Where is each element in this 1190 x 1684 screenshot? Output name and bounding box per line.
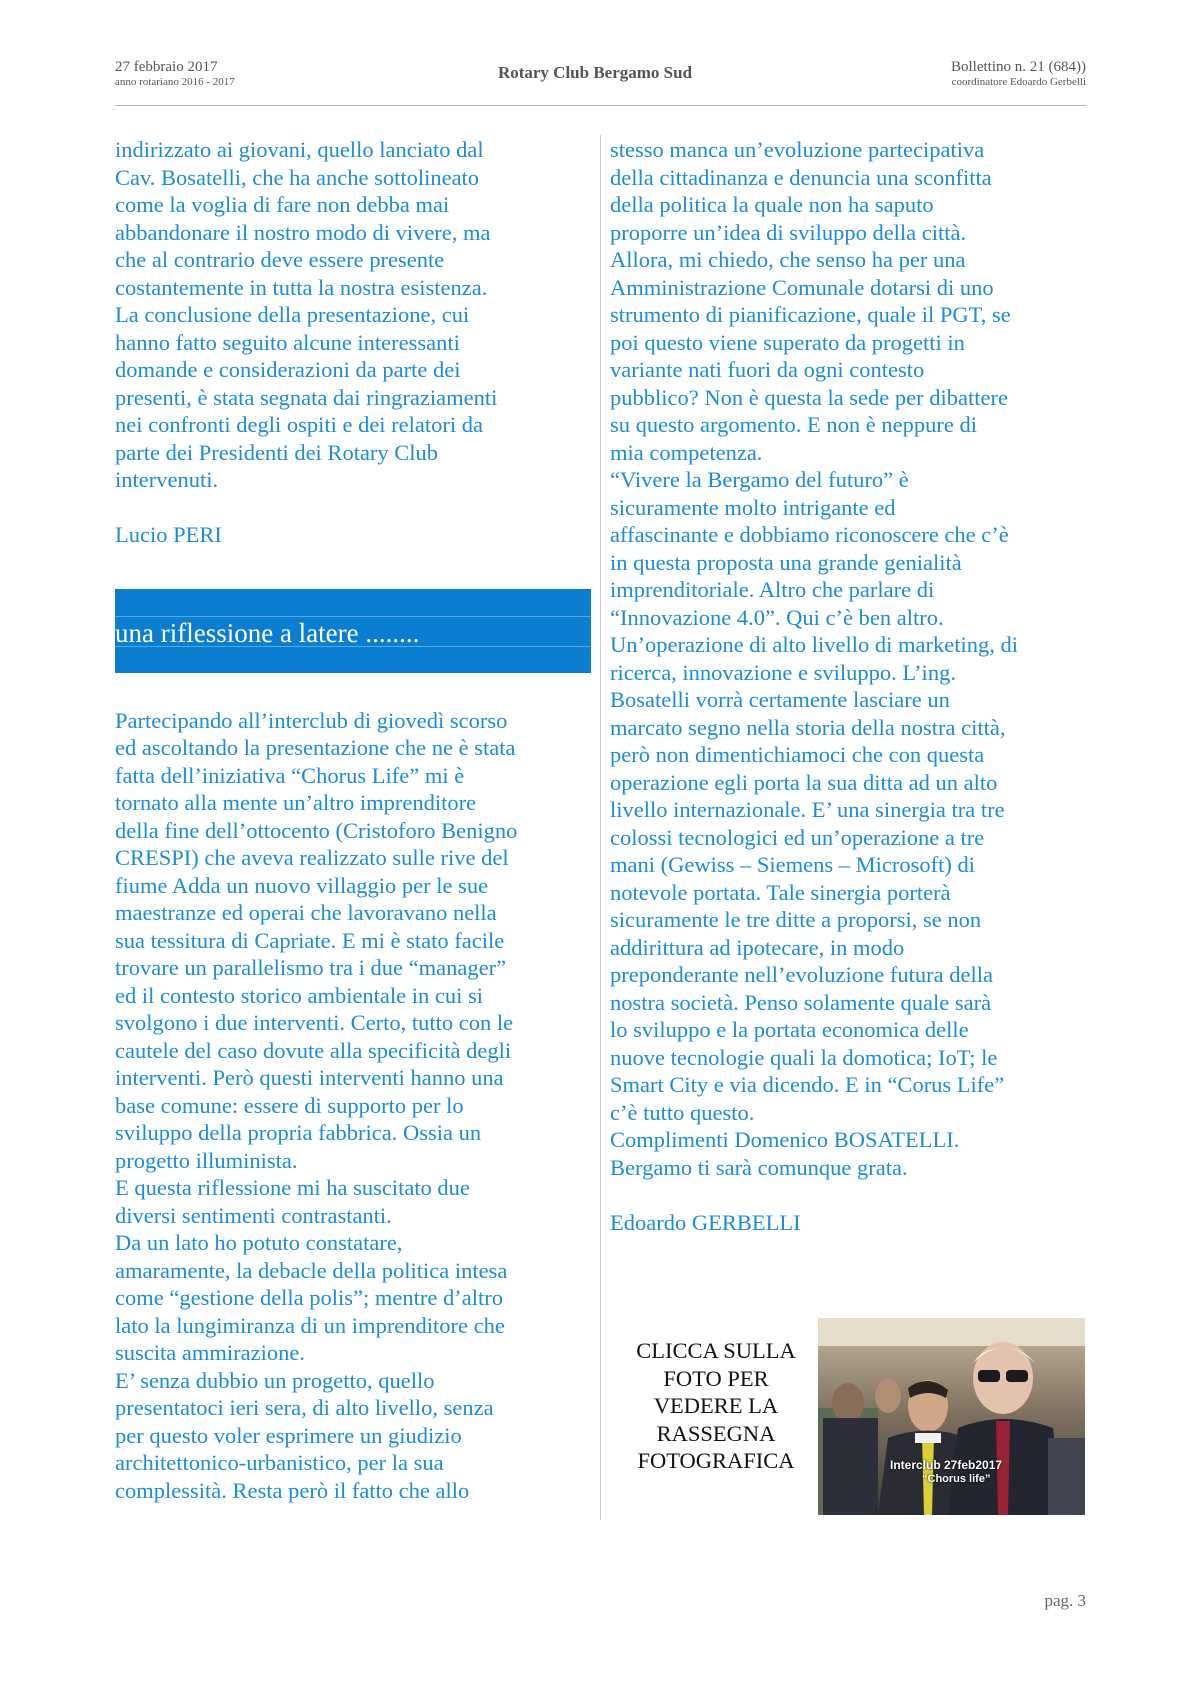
text-line: fatta dell’iniziativa “Chorus Life” mi è bbox=[115, 762, 465, 788]
text-line: interventi. Però questi interventi hanno una bbox=[115, 1065, 504, 1090]
rotary-year: anno rotariano 2016 - 2017 bbox=[115, 76, 235, 88]
text-line: della cittadinanza e denuncia una sconfitta bbox=[610, 164, 992, 190]
text-line: poi questo viene superato da progetti in bbox=[610, 329, 965, 355]
article-body-left bbox=[115, 707, 591, 1505]
text-line: che al contrario deve essere presente bbox=[115, 247, 445, 272]
text-line: su questo argomento. E non è neppure di bbox=[610, 412, 978, 437]
photo-caption: Interclub 27feb2017 bbox=[890, 1458, 1003, 1472]
text-line: Bergamo ti sarà comunque grata. bbox=[610, 1154, 908, 1180]
club-name: Rotary Club Bergamo Sud bbox=[497, 63, 693, 82]
text-line: però non dimentichiamoci che con questa bbox=[610, 742, 985, 767]
text-line: fiume Adda un nuovo villaggio per le sue bbox=[115, 872, 489, 898]
text-line: imprenditoriale. Altro che parlare di bbox=[610, 577, 935, 602]
cta-line: FOTO PER bbox=[663, 1365, 769, 1391]
text-line: ed ascoltando la presentazione che ne è stata bbox=[115, 735, 516, 760]
text-line: cautele del caso dovute alla specificità degli bbox=[115, 1037, 512, 1063]
text-line: stesso manca un’evoluzione partecipativa bbox=[610, 137, 985, 162]
text-line: complessità. Resta però il fatto che allo bbox=[115, 1477, 470, 1503]
text-line: per questo voler esprimere un giudizio bbox=[115, 1422, 462, 1448]
text-line: operazione egli porta la sua ditta ad un alto bbox=[610, 769, 998, 795]
article-body-right bbox=[610, 136, 1086, 1181]
text-line: proporre un’idea di sviluppo della città. bbox=[610, 219, 967, 245]
text-line: c’è tutto questo. bbox=[610, 1099, 755, 1125]
text-line: affascinante e dobbiamo riconoscere che c’è bbox=[610, 522, 1009, 547]
text-line: abbandonare il nostro modo di vivere, ma bbox=[115, 219, 491, 245]
text-line: Bosatelli vorrà certamente lasciare un bbox=[610, 687, 950, 712]
text-line: della politica la quale non ha saputo bbox=[610, 192, 934, 217]
text-line: sviluppo della propria fabbrica. Ossia un bbox=[115, 1120, 482, 1145]
text-line: ed il contesto storico ambientale in cui si bbox=[115, 982, 484, 1008]
text-line: CRESPI) che aveva realizzato sulle rive del bbox=[115, 845, 509, 870]
text-line: Partecipando all’interclub di giovedì scorso bbox=[115, 707, 508, 733]
text-line: lato la lungimiranza di un imprenditore che bbox=[115, 1312, 505, 1338]
text-line: indirizzato ai giovani, quello lanciato dal bbox=[115, 137, 484, 162]
text-line: Complimenti Domenico BOSATELLI. bbox=[610, 1127, 960, 1152]
text-line: nuove tecnologie quali la domotica; IoT; le bbox=[610, 1044, 998, 1070]
text-line: presentatoci ieri sera, di alto livello, senza bbox=[115, 1395, 494, 1420]
intro-paragraph bbox=[115, 136, 591, 494]
left-column bbox=[115, 136, 591, 1504]
text-line: mani (Gewiss – Siemens – Microsoft) di bbox=[610, 852, 975, 877]
text-line: in questa proposta una grande genialità bbox=[610, 549, 962, 575]
photo-gallery-cta bbox=[616, 1337, 816, 1475]
text-line: livello internazionale. E’ una sinergia tra tre bbox=[610, 797, 1005, 822]
text-line: costantemente in tutta la nostra esistenza. bbox=[115, 274, 488, 300]
text-line: “Vivere la Bergamo del futuro” è bbox=[610, 467, 909, 492]
text-line: intervenuti. bbox=[115, 467, 219, 492]
text-line: preponderante nell’evoluzione futura della bbox=[610, 962, 993, 987]
text-line: marcato segno nella storia della nostra città, bbox=[610, 714, 1006, 740]
header-divider bbox=[115, 105, 1086, 106]
cta-line: CLICCA SULLA bbox=[636, 1338, 796, 1363]
text-line: variante nati fuori da ogni contesto bbox=[610, 357, 925, 382]
event-photo-link[interactable] bbox=[818, 1318, 1085, 1515]
text-line: base comune: essere di supporto per lo bbox=[115, 1092, 464, 1118]
text-line: “Innovazione 4.0”. Qui c’è ben altro. bbox=[610, 604, 944, 630]
text-line: Allora, mi chiedo, che senso ha per una bbox=[610, 247, 966, 272]
cta-line: VEDERE LA bbox=[653, 1393, 779, 1418]
text-line: tornato alla mente un’altro imprenditore bbox=[115, 790, 477, 815]
text-line: architettonico-urbanistico, per la sua bbox=[115, 1450, 444, 1475]
cta-line: FOTOGRAFICA bbox=[637, 1448, 795, 1473]
text-line: lo sviluppo e la portata economica delle bbox=[610, 1017, 969, 1042]
cta-line: RASSEGNA bbox=[656, 1420, 776, 1446]
text-line: addirittura ad ipotecare, in modo bbox=[610, 934, 905, 960]
text-line: E’ senza dubbio un progetto, quello bbox=[115, 1367, 435, 1393]
text-line: mia competenza. bbox=[610, 439, 763, 465]
text-line: sua tessitura di Capriate. E mi è stato facile bbox=[115, 927, 505, 953]
page-number: pag. 3 bbox=[1044, 1591, 1086, 1610]
text-line: hanno fatto seguito alcune interessanti bbox=[115, 329, 460, 355]
text-line: presenti, è stata segnata dai ringraziamenti bbox=[115, 384, 498, 410]
text-line: E questa riflessione mi ha suscitato due bbox=[115, 1175, 470, 1200]
text-line: progetto illuminista. bbox=[115, 1147, 298, 1173]
text-line: svolgono i due interventi. Certo, tutto con le bbox=[115, 1010, 514, 1035]
event-photo-thumbnail-icon bbox=[818, 1318, 1085, 1515]
text-line: Un’operazione di alto livello di marketing, di bbox=[610, 632, 1019, 657]
text-line: Da un lato ho potuto constatare, bbox=[115, 1230, 403, 1255]
author-signature: Edoardo GERBELLI bbox=[610, 1209, 801, 1235]
text-line: parte dei Presidenti dei Rotary Club bbox=[115, 439, 439, 465]
text-line: Smart City e via dicendo. E in “Corus Life” bbox=[610, 1072, 1005, 1097]
section-title: una riflessione a latere ........ bbox=[115, 617, 420, 648]
text-line: nostra società. Penso solamente quale sarà bbox=[610, 989, 992, 1015]
text-line: La conclusione della presentazione, cui bbox=[115, 302, 470, 327]
text-line: come la voglia di fare non debba mai bbox=[115, 192, 450, 217]
header-left bbox=[115, 58, 235, 89]
text-line: pubblico? Non è questa la sede per dibattere bbox=[610, 384, 1008, 410]
issue-date: 27 febbraio 2017 bbox=[115, 59, 218, 75]
bulletin-number: Bollettino n. 21 (684)) bbox=[951, 59, 1086, 75]
text-line: come “gestione della polis”; mentre d’altro bbox=[115, 1285, 503, 1310]
right-column bbox=[610, 136, 1086, 1236]
text-line: diversi sentimenti contrastanti. bbox=[115, 1202, 392, 1228]
text-line: domande e considerazioni da parte dei bbox=[115, 357, 461, 382]
text-line: trovare un parallelismo tra i due “manager” bbox=[115, 955, 507, 980]
text-line: suscita ammirazione. bbox=[115, 1340, 305, 1365]
author-signature: Lucio PERI bbox=[115, 522, 222, 547]
text-line: nei confronti degli ospiti e dei relatori da bbox=[115, 412, 484, 437]
text-line: colossi tecnologici ed un’operazione a tre bbox=[610, 824, 985, 850]
photo-caption-subtitle: “Chorus life” bbox=[922, 1473, 991, 1485]
text-line: Cav. Bosatelli, che ha anche sottolineato bbox=[115, 164, 480, 190]
text-line: notevole portata. Tale sinergia porterà bbox=[610, 879, 951, 905]
text-line: sicuramente le tre ditte a proporsi, se non bbox=[610, 907, 982, 932]
text-line: ricerca, innovazione e sviluppo. L’ing. bbox=[610, 659, 956, 685]
section-banner bbox=[115, 589, 591, 673]
coordinator: coordinatore Edoardo Gerbelli bbox=[951, 76, 1086, 88]
header-right bbox=[951, 58, 1086, 89]
text-line: della fine dell’ottocento (Cristoforo Benigno bbox=[115, 817, 518, 843]
column-divider bbox=[600, 135, 601, 1520]
text-line: sicuramente molto intrigante ed bbox=[610, 494, 896, 520]
text-line: maestranze ed operai che lavoravano nella bbox=[115, 900, 497, 925]
text-line: Amministrazione Comunale dotarsi di uno bbox=[610, 274, 994, 300]
text-line: strumento di pianificazione, quale il PGT, se bbox=[610, 302, 1011, 327]
text-line: amaramente, la debacle della politica intesa bbox=[115, 1257, 508, 1283]
